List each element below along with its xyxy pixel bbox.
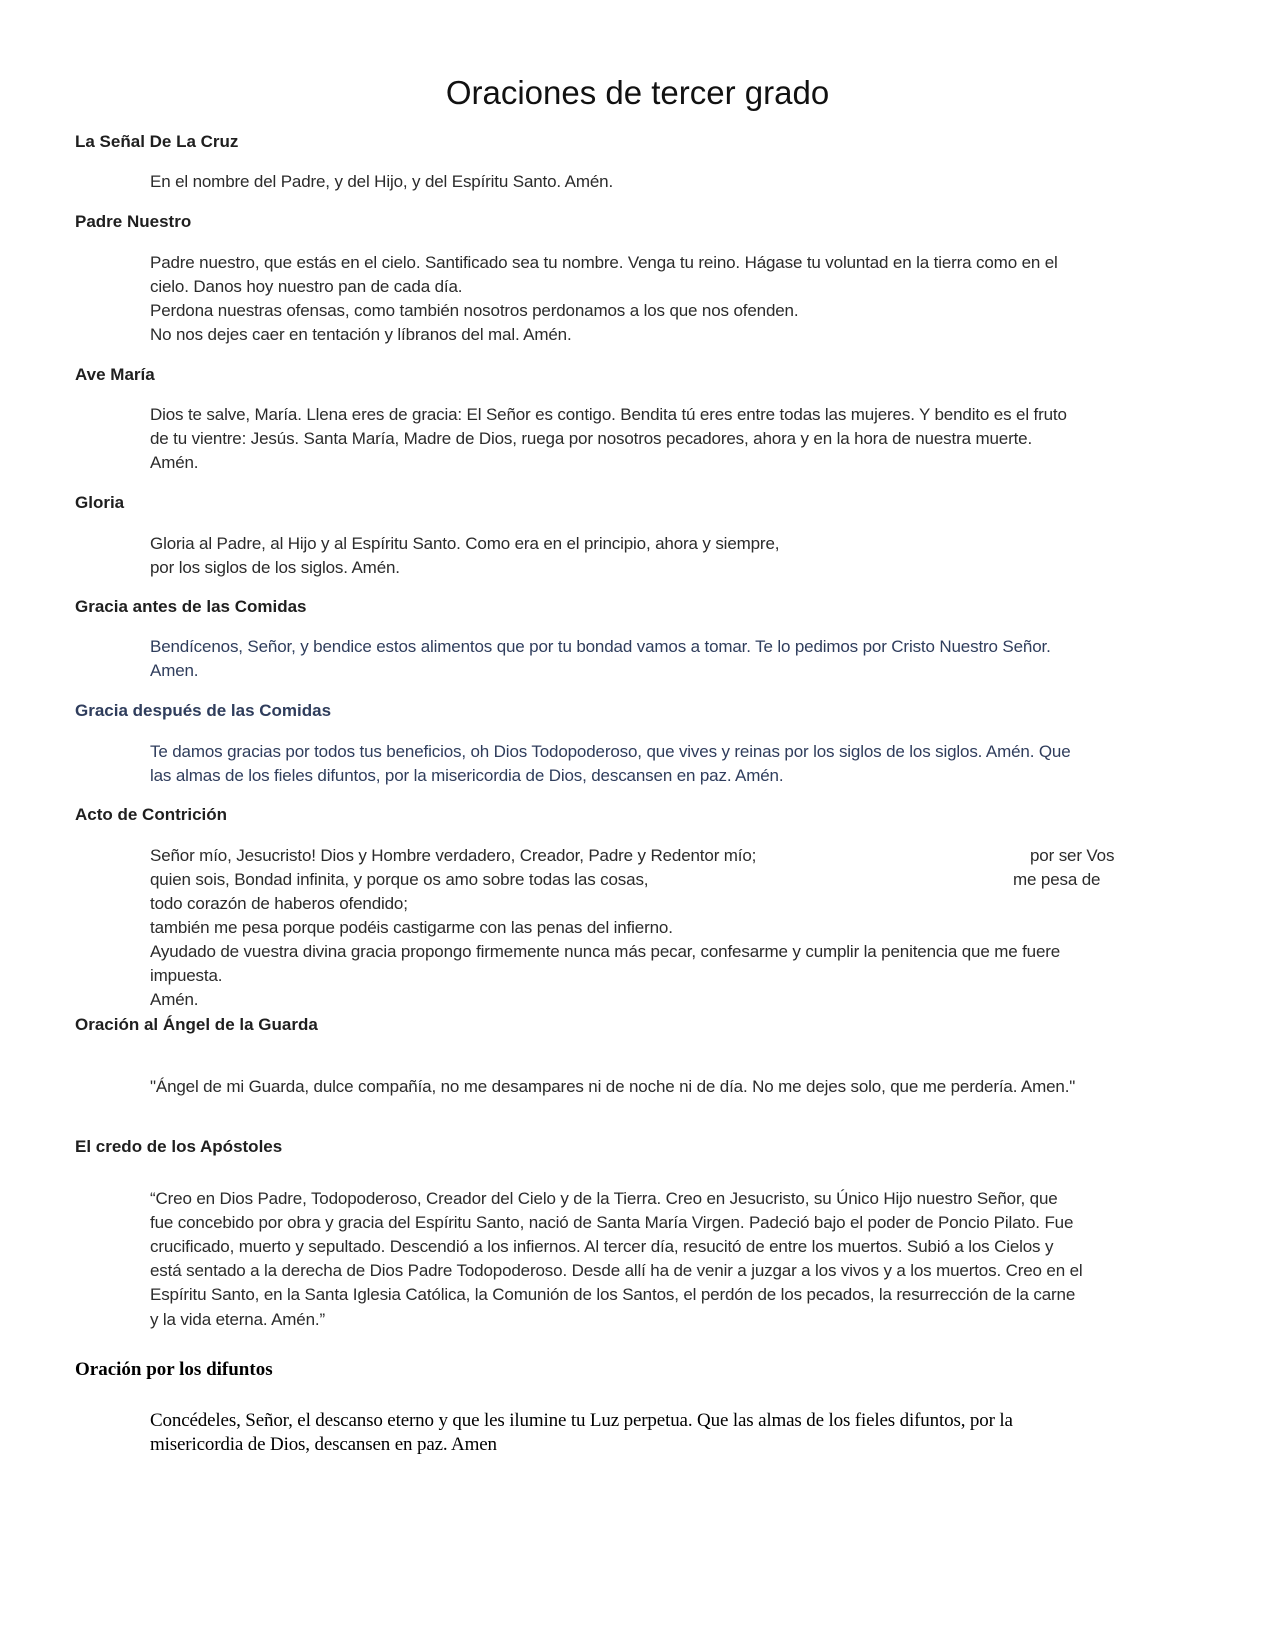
prayer-text-line: quien sois, Bondad infinita, y porque os amo sobre todas las cosas, [150, 870, 649, 889]
section-heading: Oración por los difuntos [75, 1359, 273, 1380]
section-heading: Ave María [75, 365, 155, 384]
section-heading: Gloria [75, 493, 125, 512]
prayer-text-line: "Ángel de mi Guarda, dulce compañía, no me desampares ni de noche ni de día. No me dejes solo, que me perdería. Amen." [150, 1077, 1076, 1096]
prayer-text-line: Ayudado de vuestra divina gracia propongo firmemente nunca más pecar, confesarme y cumplir la penitencia que me fuere [150, 942, 1061, 961]
prayer-text-line: Dios te salve, María. Llena eres de gracia: El Señor es contigo. Bendita tú eres entre todas las mujeres. Y bendito es el fruto [150, 405, 1067, 424]
prayer-text-line: Te damos gracias por todos tus beneficios, oh Dios Todopoderoso, que vives y reinas por los siglos de los siglos. Amén. Que [150, 742, 1071, 761]
section-heading: Padre Nuestro [75, 212, 192, 231]
section-heading: Gracia antes de las Comidas [75, 597, 307, 616]
prayer-text-line: me pesa de [1013, 870, 1101, 889]
prayer-text-line: crucificado, muerto y sepultado. Descendió a los infiernos. Al tercer día, resucitó de entre los muertos. Subió a los Cielos y [150, 1237, 1054, 1256]
prayer-text-line: las almas de los fieles difuntos, por la misericordia de Dios, descansen en paz. Amén. [150, 766, 784, 785]
prayer-text-line: también me pesa porque podéis castigarme con las penas del infierno. [150, 918, 673, 937]
prayer-text-line: impuesta. [150, 966, 223, 985]
prayer-text-line: por ser Vos [1030, 846, 1115, 865]
section-heading: Acto de Contrición [75, 805, 228, 824]
section-heading: La Señal De La Cruz [75, 132, 239, 151]
prayer-text-line: Amén. [150, 453, 199, 472]
prayer-text-line: Padre nuestro, que estás en el cielo. Santificado sea tu nombre. Venga tu reino. Hágase tu voluntad en la tierra como en el [150, 253, 1058, 272]
section-heading: Gracia después de las Comidas [75, 701, 332, 720]
prayer-text-line: está sentado a la derecha de Dios Padre Todopoderoso. Desde allí ha de venir a juzgar a los vivos y a los muertos. Creo en el [150, 1261, 1083, 1280]
prayer-text-line: por los siglos de los siglos. Amén. [150, 558, 400, 577]
prayer-text-line: Espíritu Santo, en la Santa Iglesia Católica, la Comunión de los Santos, el perdón de los pecados, la resurrección de la carne [150, 1285, 1076, 1304]
prayer-text-line: de tu vientre: Jesús. Santa María, Madre de Dios, ruega por nosotros pecadores, ahora y en la hora de nuestra muerte. [150, 429, 1033, 448]
section-heading: Oración al Ángel de la Guarda [75, 1015, 318, 1034]
prayer-text-line: “Creo en Dios Padre, Todopoderoso, Creador del Cielo y de la Tierra. Creo en Jesucristo, su Único Hijo nuestro Señor, que [150, 1189, 1058, 1208]
section-heading: El credo de los Apóstoles [75, 1137, 283, 1156]
prayer-text-line: Gloria al Padre, al Hijo y al Espíritu Santo. Como era en el principio, ahora y siempre, [150, 534, 780, 553]
prayer-text-line: y la vida eterna. Amén.” [150, 1310, 325, 1329]
prayer-text-line: Perdona nuestras ofensas, como también nosotros perdonamos a los que nos ofenden. [150, 301, 799, 320]
prayer-text-line: todo corazón de haberos ofendido; [150, 894, 408, 913]
prayer-text-line: En el nombre del Padre, y del Hijo, y del Espíritu Santo. Amén. [150, 172, 614, 191]
prayer-text-line: Señor mío, Jesucristo! Dios y Hombre verdadero, Creador, Padre y Redentor mío; [150, 846, 757, 865]
prayer-text-line: misericordia de Dios, descansen en paz. Amen [150, 1434, 497, 1455]
prayer-text-line: Amén. [150, 990, 199, 1009]
page-title: Oraciones de tercer grado [445, 74, 830, 111]
prayer-text-line: No nos dejes caer en tentación y líbranos del mal. Amén. [150, 325, 572, 344]
prayer-text-line: cielo. Danos hoy nuestro pan de cada día. [150, 277, 463, 296]
prayer-text-line: fue concebido por obra y gracia del Espíritu Santo, nació de Santa María Virgen. Padeció bajo el poder de Poncio Pilato. Fue [150, 1213, 1074, 1232]
prayer-text-line: Concédeles, Señor, el descanso eterno y que les ilumine tu Luz perpetua. Que las almas de los fieles difuntos, por la [150, 1410, 1013, 1431]
prayer-text-line: Amen. [150, 661, 199, 680]
prayer-text-line: Bendícenos, Señor, y bendice estos alimentos que por tu bondad vamos a tomar. Te lo pedimos por Cristo Nuestro Señor. [150, 637, 1051, 656]
